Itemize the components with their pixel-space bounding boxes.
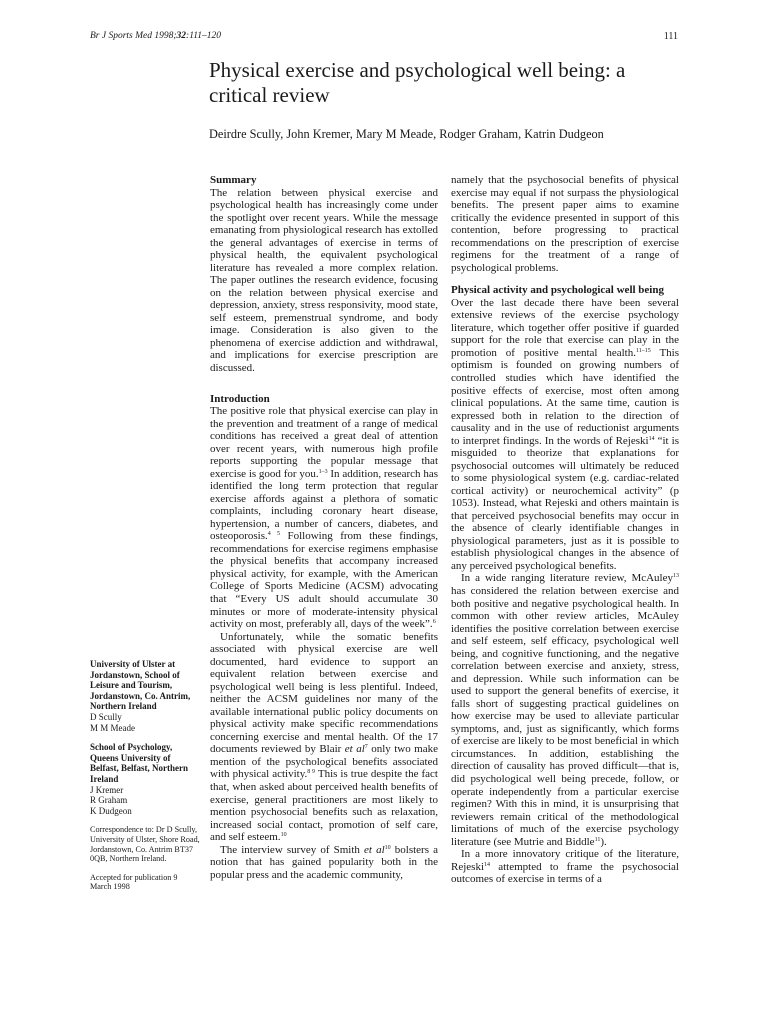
right-text-column <box>451 174 679 886</box>
citation-ref: 11 <box>594 836 601 843</box>
affiliation-block-ulster <box>90 659 200 733</box>
author-list: Deirdre Scully, John Kremer, Mary M Meade, Rodger Graham, Katrin Dudgeon <box>209 127 604 141</box>
left-text-column <box>210 174 438 881</box>
citation-ref: 13 <box>673 573 679 580</box>
accepted-date: Accepted for publication 9 March 1998 <box>90 872 178 892</box>
affiliation-author: R Graham <box>90 795 128 806</box>
running-head <box>90 31 221 41</box>
right-paragraph-3: In a wide ranging literature review, McAuley$^{13}$ has considered the relation between exercise and both positive and negative psychological health. In common with other review articles, McAuley identifies the positive correlation between exercise and self esteem, self efficacy, psychological well being, and cognitive functioning, and the negative correlation between exercise and anxiety, stress, and depression. While such information can be used to support the general benefits of exercise, it falls short of suggesting practical guidelines on how exercise may be used to alleviate particular symptoms, and, just as significantly, which forms of exercise are likely to be most beneficial in which circumstances. In addition, establishing the direction of causality has proved difficult—that is, did psychological well being precede, follow, or operate independently from a particular exercise regimen? With this in mind, it is unsurprising that reviewers remain critical of the methodological limitations of much of the exercise psychology literature (see Mutrie and Biddle$^{11}$). <box>451 572 679 848</box>
journal-pages: :111–120 <box>186 31 222 41</box>
summary-heading: Summary <box>210 174 257 186</box>
citation-ref: 10 <box>280 832 287 839</box>
affiliation-author: M M Meade <box>90 722 135 733</box>
introduction-paragraph-1: The positive role that physical exercise can play in the prevention and treatment of a range of medical conditions has received a great deal of attention over recent years, with numerous high profile reports supporting the popular message that exercise is good for you.$^{1-3}$ In addition, research has identified the long term protection that regular exercise affords against a plethora of somatic complaints, including coronary heart disease, hypertension, a number of cancers, diabetes, and osteoporosis.$^{4 5}$ Following from these findings, recommendations for exercise regimens emphasise the physical benefits that accompany increased physical activity, for example, with the American College of Sports Medicine (ACSM) advocating that “Every US adult should accumulate 30 minutes or more of moderate-intensity physical activity on most, preferably all, days of the week”.$^6$ <box>210 405 438 631</box>
affiliation-author: D Scully <box>90 711 122 722</box>
page-number: 111 <box>663 31 678 42</box>
affiliation-name: School of Psychology, Queens University of Belfast, Belfast, Northern Ireland <box>90 742 188 784</box>
citation-ref: 14 <box>648 435 655 442</box>
citation-ref: 10 <box>384 844 391 851</box>
affiliation-name: University of Ulster at Jordanstown, School of Leisure and Tourism, Jordanstown, Co. Antrim, Northern Ireland <box>90 659 191 712</box>
citation-ref: 14 <box>484 861 490 868</box>
article-title: Physical exercise and psychological well being: a critical review <box>209 58 626 107</box>
journal-citation: Br J Sports Med 1998; <box>90 31 177 41</box>
affiliations-sidebar <box>90 659 200 901</box>
citation-ref: 7 <box>364 744 368 751</box>
journal-volume: 32 <box>176 31 187 41</box>
affiliation-author: K Dudgeon <box>90 805 132 816</box>
section-gap <box>210 375 438 393</box>
correspondence-address: Correspondence to: Dr D Scully, University of Ulster, Shore Road, Jordanstown, Co. Antrim BT37 0QB, Northern Ireland. <box>90 825 200 864</box>
introduction-heading: Introduction <box>210 392 270 405</box>
affiliation-block-belfast <box>90 742 200 816</box>
citation-ref: 6 <box>432 619 436 626</box>
section-gap <box>451 274 679 284</box>
right-paragraph-4: In a more innovatory critique of the literature, Rejeski$^{14}$ attempted to frame the psychosocial outcomes of exercise in terms of a <box>451 848 679 886</box>
introduction-paragraph-3: The interview survey of Smith et $al^{10}$ bolsters a notion that has gained popularity both in the popular press and the academic community, <box>210 843 438 881</box>
citation-ref: 8 9 <box>307 769 316 776</box>
right-paragraph-2: Over the last decade there have been several extensive reviews of the exercise psychology literature, which together offer positive if guarded support for the role that exercise can play in the promotion of positive mental health.$^{11-15}$ This optimism is founded on growing numbers of controlled studies which have identified the positive effects of exercise, most often among clinical populations. At the same time, caution is expressed both in relation to the direction of causality and in the use of reductionist arguments to interpret findings. In the words of Rejeski$^{14}$ “it is misguided to theorize that explanations for psychosocial outcomes will ultimately be reduced to some physiological system (e.g. cardiac-related cortical activity) or neurochemical activity” (p 1053). Instead, what Rejeski and others maintain is that perceived psychosocial benefits may occur in the absence of clearly identifiable changes in physiological parameters, just as it is possible to establish physiological changes in the absence of any perceived psychological benefits. <box>451 296 680 572</box>
introduction-paragraph-2: Unfortunately, while the somatic benefits associated with physical exercise are well documented, hard evidence to support an equivalent relation between exercise and psychological well being is less plentiful. Indeed, neither the ACSM guidelines nor many of the available international public policy documents on physical activity make specific recommendations concerning exercise and mental health. Of the 17 documents reviewed by Blair et $al^7$ only two make mention of the psychological benefits associated with physical activity.$^{8 9}$ This is true despite the fact that, when asked about perceived health benefits of exercise, general practitioners are most likely to mention psychosocial benefits such as relaxation, increased social contact, promotion of self care, and self esteem.$^{10}$ <box>210 630 438 844</box>
citation-ref: 4 5 <box>267 531 280 538</box>
affiliation-author: J Kremer <box>90 784 124 795</box>
citation-ref: 11–15 <box>635 347 651 354</box>
right-paragraph-1: namely that the psychosocial benefits of physical exercise may equal if not surpass the physiological benefits. The present paper aims to examine critically the evidence presented in support of this contention, before progressing to practical recommendations on the prescription of exercise regimens for the treatment of a range of psychological problems. <box>451 174 679 274</box>
citation-ref: 1–3 <box>318 468 328 475</box>
section-heading-well-being: Physical activity and psychological well being <box>451 284 664 297</box>
summary-text: The relation between physical exercise and psychological health has increasingly come under the spotlight over recent years. While the message emanating from physiological research has extolled the general advantages of exercise in terms of physical health, the equivalent psychological literature has revealed a more complex relation. The paper outlines the research evidence, focusing on the relation between physical exercise and depression, anxiety, stress responsivity, mood state, self esteem, premenstrual syndrome, and body image. Consideration is also given to the phenomena of exercise addiction and withdrawal, and implications for exercise prescription are discussed. <box>210 186 438 374</box>
